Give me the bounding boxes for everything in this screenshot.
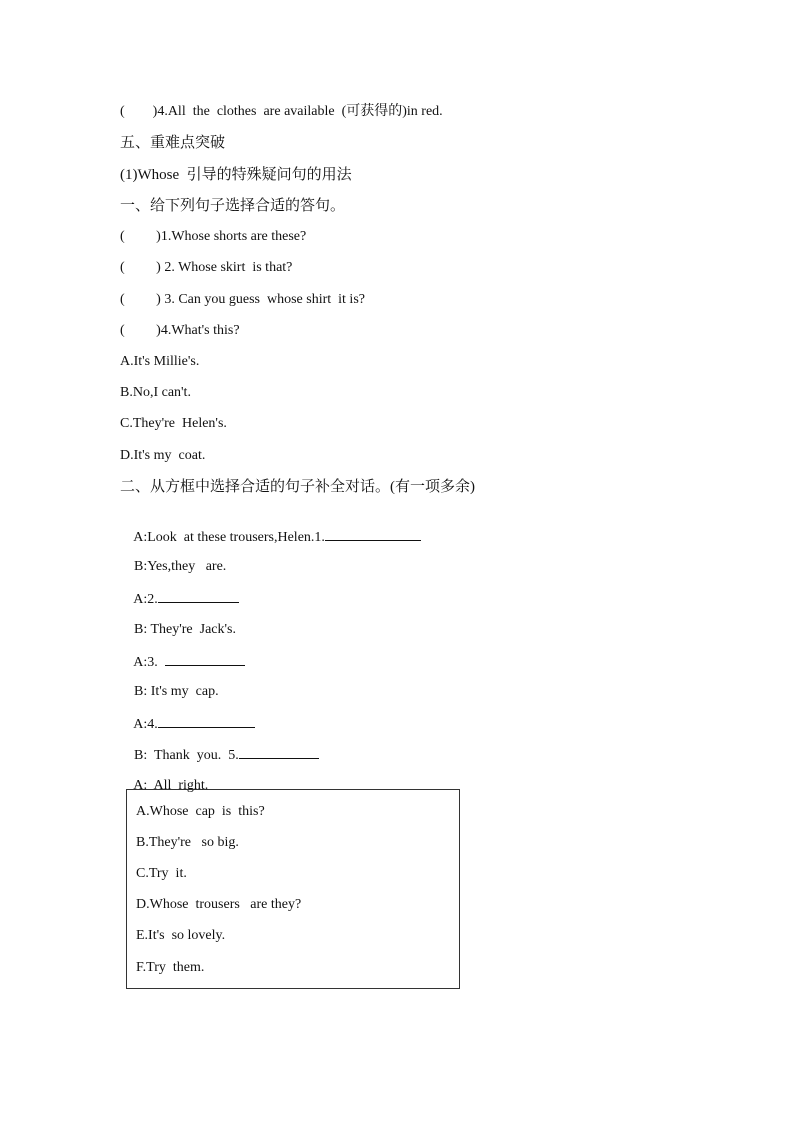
dialogue-text: B: It's my cap. bbox=[134, 684, 219, 699]
section-title: 五、重难点突破 bbox=[120, 135, 226, 151]
part1-question-2: ( ) 2. Whose skirt is that? bbox=[120, 260, 293, 275]
answer-blank-4[interactable] bbox=[158, 714, 255, 728]
dialogue-text: A: All right. bbox=[133, 778, 209, 793]
dialogue-text: A:2. bbox=[133, 592, 158, 607]
part2-title: 二、从方框中选择合适的句子补全对话。(有一项多余) bbox=[120, 479, 475, 495]
part1-answer-c: C.They're Helen's. bbox=[120, 416, 227, 431]
dialogue-text: A:3. bbox=[133, 655, 165, 670]
part1-question-1: ( )1.Whose shorts are these? bbox=[120, 229, 307, 244]
dialogue-text: A:Look at these trousers,Helen.1. bbox=[133, 530, 325, 545]
topic-title: (1)Whose 引导的特殊疑问句的用法 bbox=[120, 167, 352, 183]
option-d: D.Whose trousers are they? bbox=[136, 897, 302, 912]
part1-answer-a: A.It's Millie's. bbox=[120, 354, 200, 369]
part1-title: 一、给下列句子选择合适的答句。 bbox=[120, 198, 346, 214]
answer-blank-5[interactable] bbox=[239, 745, 319, 759]
option-c: C.Try it. bbox=[136, 866, 187, 881]
part1-question-4: ( )4.What's this? bbox=[120, 323, 240, 338]
options-box bbox=[126, 789, 460, 989]
part1-answer-b: B.No,I can't. bbox=[120, 385, 191, 400]
dialogue-text: B: Thank you. 5. bbox=[134, 748, 239, 763]
part1-question-3: ( ) 3. Can you guess whose shirt it is? bbox=[120, 292, 365, 307]
part1-answer-d: D.It's my coat. bbox=[120, 448, 206, 463]
option-f: F.Try them. bbox=[136, 960, 205, 975]
answer-blank-2[interactable] bbox=[158, 589, 239, 603]
dialogue-text: B: They're Jack's. bbox=[134, 622, 236, 637]
option-e: E.It's so lovely. bbox=[136, 928, 226, 943]
option-b: B.They're so big. bbox=[136, 835, 239, 850]
dialogue-text: B:Yes,they are. bbox=[134, 559, 227, 574]
option-a: A.Whose cap is this? bbox=[136, 804, 265, 819]
answer-blank-1[interactable] bbox=[325, 527, 421, 541]
answer-blank-3[interactable] bbox=[165, 652, 245, 666]
exercise-item-4: ( )4.All the clothes are available (可获得的)in red. bbox=[120, 104, 443, 119]
dialogue-text: A:4. bbox=[133, 717, 158, 732]
